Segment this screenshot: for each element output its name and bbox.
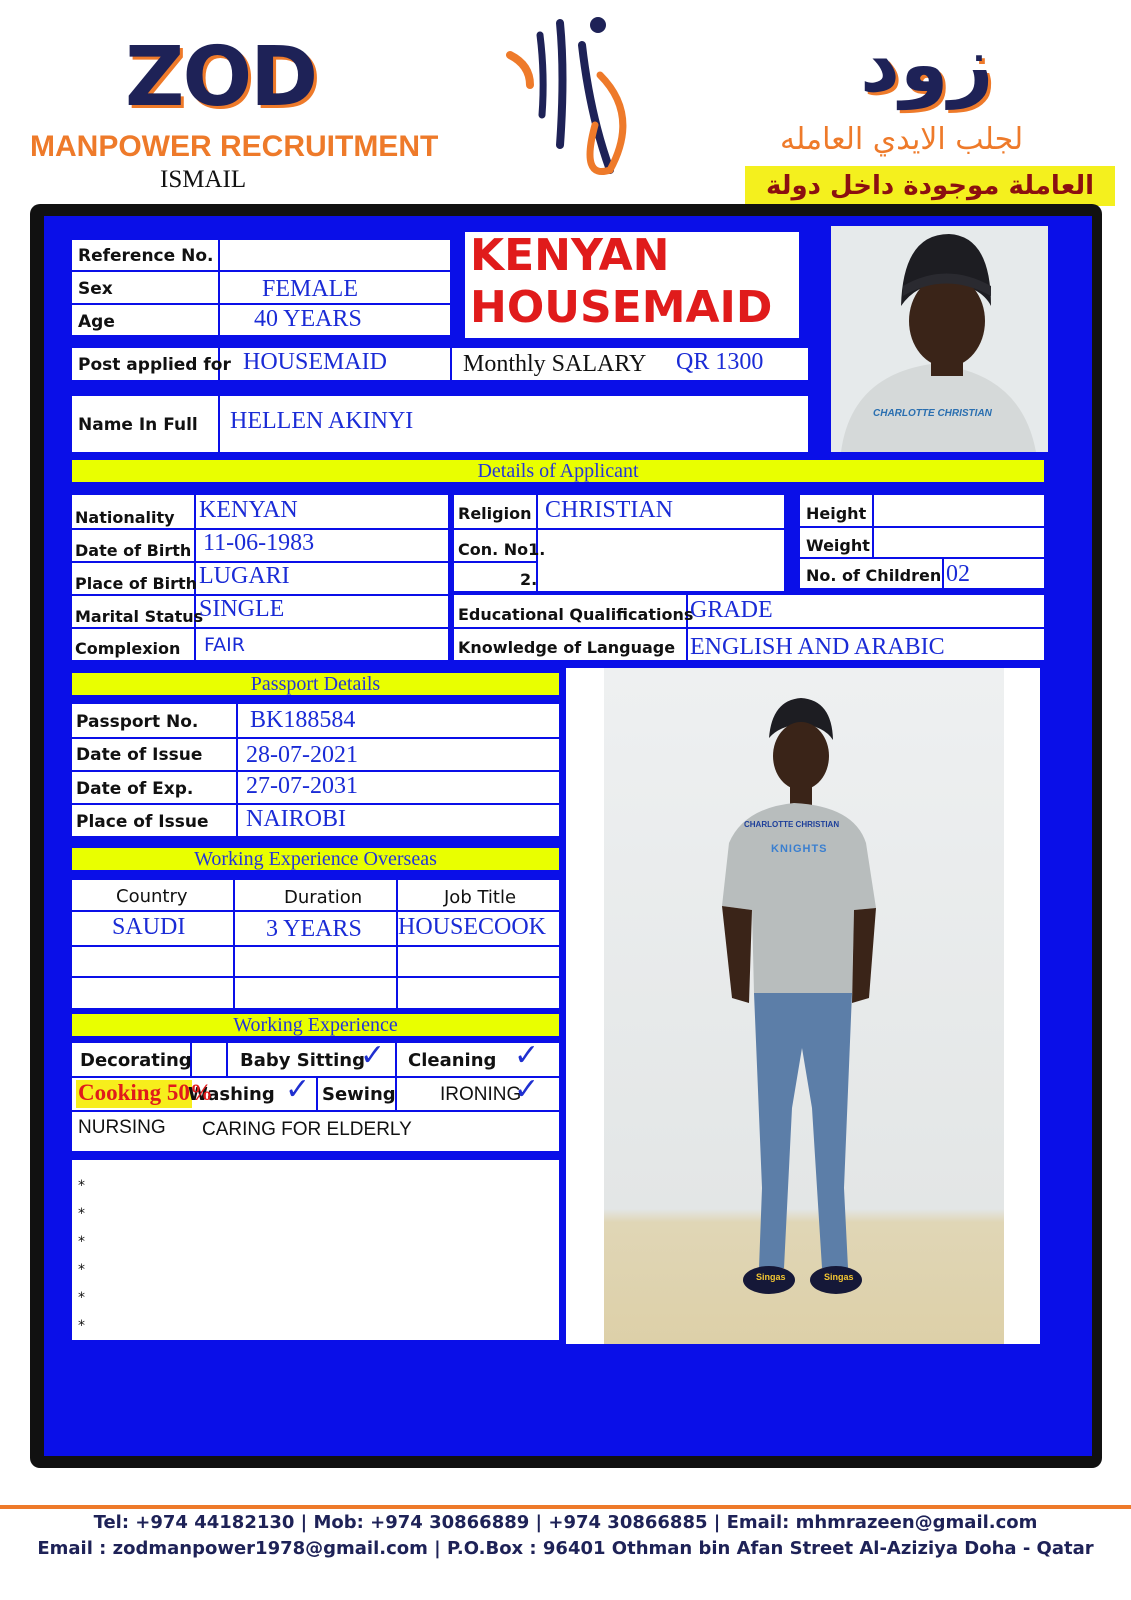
title-line2: HOUSEMAID — [470, 282, 773, 333]
pob-label: Place of Birth — [75, 574, 198, 593]
exp-div-2 — [226, 1043, 228, 1076]
row-divider-1 — [72, 270, 450, 272]
cooking-label: Cooking 50% — [78, 1080, 213, 1105]
ov-row-3 — [72, 976, 559, 978]
lang-value: ENGLISH AND ARABIC — [690, 634, 945, 660]
washing-check-icon: ✓ — [285, 1072, 311, 1107]
pp-row-1 — [72, 737, 559, 739]
portrait-photo — [831, 226, 1048, 452]
portrait-shirt-text: CHARLOTTE CHRISTIAN — [873, 408, 992, 419]
note-bullet-2: * — [78, 1206, 85, 1222]
row-divider-2 — [72, 303, 450, 305]
marital-label: Marital Status — [75, 607, 204, 626]
complexion-value: FAIR — [204, 634, 245, 656]
post-value: HOUSEMAID — [243, 349, 387, 375]
full-body-shirt-text-2: KNIGHTS — [771, 843, 828, 855]
decorating-label: Decorating — [80, 1050, 192, 1071]
note-bullet-5: * — [78, 1290, 85, 1306]
nursing-label: NURSING — [78, 1117, 166, 1138]
baby-sitting-check-icon: ✓ — [360, 1038, 386, 1073]
baby-sitting-label: Baby Sitting — [240, 1050, 365, 1071]
con2-label: 2. — [520, 570, 538, 589]
company-emblem-logo — [500, 5, 660, 185]
dr-row-1 — [800, 526, 1044, 528]
notes-box — [72, 1160, 559, 1340]
passport-no-label: Passport No. — [76, 712, 199, 732]
cleaning-label: Cleaning — [408, 1050, 497, 1071]
ov-divider-2 — [396, 880, 398, 1008]
dm-row-1 — [454, 528, 784, 530]
edu-value: GRADE — [690, 597, 773, 623]
full-body-shirt-text: CHARLOTTE CHRISTIAN — [744, 820, 840, 829]
post-divider-2 — [450, 348, 452, 380]
note-bullet-4: * — [78, 1262, 85, 1278]
dob-value: 11-06-1983 — [203, 530, 315, 556]
sex-value: FEMALE — [262, 276, 358, 302]
reference-divider-v — [218, 240, 220, 335]
dl-row-4 — [72, 627, 448, 629]
ov-row-1 — [72, 910, 559, 912]
note-bullet-1: * — [78, 1178, 85, 1194]
brand-logo-text: ZOD — [125, 30, 317, 125]
pp-row-3 — [72, 803, 559, 805]
salary-label: Monthly SALARY — [463, 351, 647, 377]
pp-row-2 — [72, 770, 559, 772]
passport-heading: Passport Details — [72, 673, 559, 695]
washing-label: Washing — [188, 1084, 275, 1105]
age-value: 40 YEARS — [254, 306, 362, 332]
edu-label: Educational Qualifications — [458, 605, 694, 624]
marital-value: SINGLE — [199, 596, 285, 622]
sewing-label: Sewing — [322, 1084, 396, 1105]
dob-label: Date of Birth — [75, 541, 192, 560]
children-value: 02 — [946, 561, 970, 587]
place-issue-label: Place of Issue — [76, 812, 209, 832]
elderly-label: CARING FOR ELDERLY — [202, 1119, 412, 1140]
religion-label: Religion — [458, 504, 532, 523]
pob-value: LUGARI — [199, 563, 290, 589]
post-label: Post applied for — [78, 355, 231, 375]
reference-label: Reference No. — [78, 246, 214, 266]
brand-subtitle: MANPOWER RECRUITMENT — [30, 130, 439, 163]
full-body-photo — [566, 668, 1040, 1344]
overseas-job-title: HOUSECOOK — [398, 914, 547, 940]
exp-date-value: 27-07-2031 — [246, 773, 358, 799]
el-row — [454, 627, 1044, 629]
title-line1: KENYAN — [470, 230, 670, 281]
issue-date-value: 28-07-2021 — [246, 742, 358, 768]
name-divider — [218, 396, 220, 452]
nationality-value: KENYAN — [199, 497, 298, 523]
age-label: Age — [78, 312, 115, 332]
cleaning-check-icon: ✓ — [514, 1038, 540, 1073]
ironing-check-icon: ✓ — [514, 1072, 540, 1107]
religion-value: CHRISTIAN — [545, 497, 674, 523]
overseas-duration: 3 YEARS — [266, 916, 362, 942]
note-bullet-3: * — [78, 1234, 85, 1250]
name-value: HELLEN AKINYI — [230, 408, 414, 434]
sandal-text-right: Singas — [824, 1272, 854, 1282]
exp-date-label: Date of Exp. — [76, 779, 194, 799]
note-bullet-6: * — [78, 1318, 85, 1334]
children-label: No. of Children — [806, 566, 942, 585]
ironing-label: IRONING — [440, 1084, 522, 1105]
details-heading: Details of Applicant — [72, 460, 1044, 482]
dm-row-2 — [454, 561, 538, 563]
footer-contact-line-2: Email : zodmanpower1978@gmail.com | P.O.Box : 96401 Othman bin Afan Street Al-Aziziya Doha - Qatar — [37, 1538, 1094, 1559]
full-body-illustration — [604, 668, 1004, 1344]
dr-divider-2 — [942, 557, 944, 588]
weight-label: Weight — [806, 536, 870, 555]
con1-label: Con. No1. — [458, 540, 546, 559]
dr-row-2 — [800, 557, 1044, 559]
overseas-heading: Working Experience Overseas — [72, 848, 559, 870]
passport-no-value: BK188584 — [250, 707, 356, 733]
arabic-tagline: لجلب الايدي العامله — [780, 122, 1024, 157]
ov-row-2 — [72, 945, 559, 947]
place-issue-value: NAIROBI — [246, 806, 346, 832]
sex-label: Sex — [78, 279, 113, 299]
issue-date-label: Date of Issue — [76, 745, 203, 765]
name-label: Name In Full — [78, 415, 198, 435]
footer-rule — [0, 1505, 1131, 1509]
col-country: Country — [116, 886, 188, 907]
col-job-title: Job Title — [444, 887, 517, 908]
arabic-notice: العاملة موجودة داخل دولة — [745, 166, 1115, 206]
lang-label: Knowledge of Language — [458, 638, 676, 657]
ov-divider-1 — [233, 880, 235, 1008]
salary-value: QR 1300 — [676, 349, 764, 375]
complexion-label: Complexion — [75, 639, 181, 658]
footer-contact-line-1: Tel: +974 44182130 | Mob: +974 30866889 | +974 30866885 | Email: mhmrazeen@gmail.com — [93, 1512, 1038, 1533]
col-duration: Duration — [284, 887, 363, 908]
overseas-country: SAUDI — [112, 914, 186, 940]
sandal-text-left: Singas — [756, 1272, 786, 1282]
arabic-brand: زود — [860, 20, 994, 110]
height-label: Height — [806, 504, 867, 523]
agent-name: ISMAIL — [160, 166, 247, 193]
exp-div-4 — [316, 1078, 318, 1110]
experience-heading: Working Experience — [72, 1014, 559, 1036]
exp-row-2 — [72, 1110, 559, 1112]
nationality-label: Nationality — [75, 508, 175, 527]
